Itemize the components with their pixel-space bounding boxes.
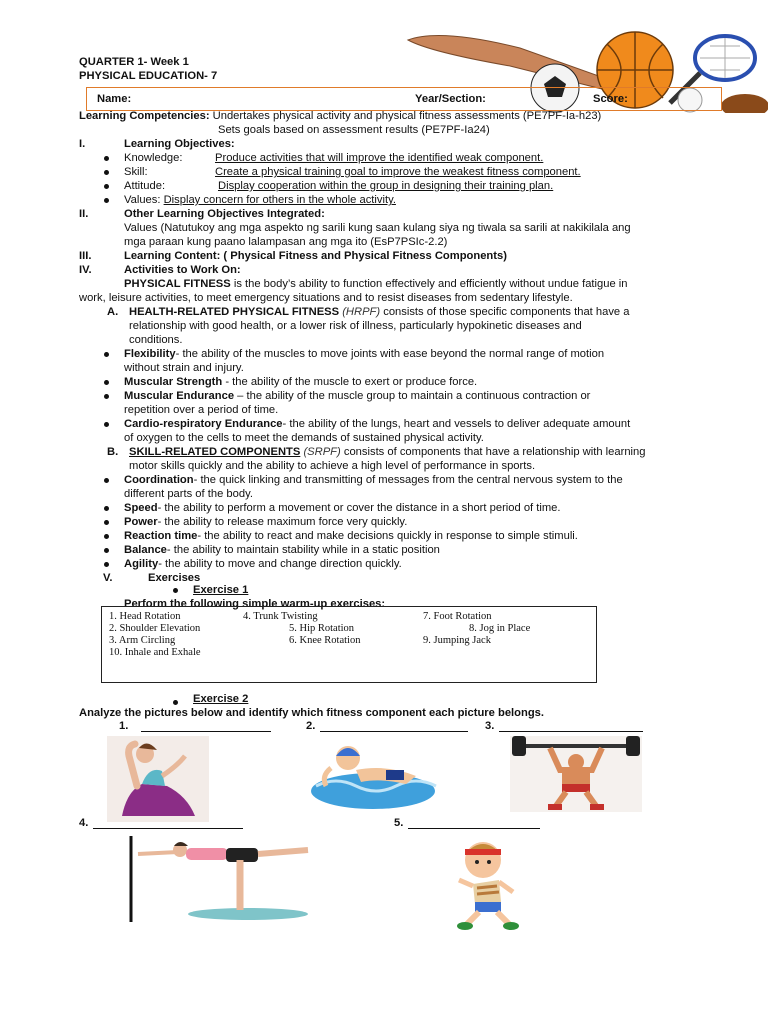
objective-label: Skill: — [124, 166, 148, 178]
objective-text: Display cooperation within the group in designing their training plan. — [218, 180, 554, 192]
exercise1-instruction: Perform the following simple warm-up exercises: — [124, 598, 386, 610]
name-box — [86, 87, 722, 111]
section-II-num: II. — [79, 208, 89, 220]
srpf-item: Speed- the ability to perform a movement or cover the distance in a short period of time. — [124, 502, 561, 514]
hrpf-item: Muscular Endurance – the ability of the muscle group to maintain a continuous contraction or — [124, 390, 591, 402]
section-label: Year/Section: — [415, 93, 486, 105]
competencies-line1: Learning Competencies: Undertakes physical activity and physical fitness assessments (PE7PF-Ia-h23) — [79, 110, 602, 122]
section-III-num: III. — [79, 250, 92, 262]
section-III-title: Learning Content: ( Physical Fitness and Physical Fitness Components) — [124, 250, 507, 262]
exercise1-title: Exercise 1 — [193, 584, 249, 596]
warmup-item: 7. Foot Rotation — [423, 611, 492, 622]
exercise2-title: Exercise 2 — [193, 693, 249, 705]
yoga-stretch-icon — [107, 736, 209, 822]
warmup-item: 4. Trunk Twisting — [243, 611, 318, 622]
section-I-num: I. — [79, 138, 86, 150]
section-V-num: V. — [103, 572, 113, 584]
srpf-item: Agility- the ability to move and change direction quickly. — [124, 558, 402, 570]
quarter-heading: QUARTER 1- Week 1 — [79, 56, 189, 68]
warmup-item: 1. Head Rotation — [109, 611, 181, 622]
objective-label: Attitude: — [124, 180, 166, 192]
hrpf-item-cont: without strain and injury. — [124, 362, 244, 374]
weightlifter-icon — [510, 736, 642, 812]
warmup-item: 2. Shoulder Elevation — [109, 623, 201, 634]
score-label: Score: — [593, 93, 628, 105]
section-II-title: Other Learning Objectives Integrated: — [124, 208, 325, 220]
section-IV-title: Activities to Work On: — [124, 264, 241, 276]
exercise2-instruction: Analyze the pictures below and identify which fitness component each picture belongs. — [79, 707, 544, 719]
srpf-item: Reaction time- the ability to react and make decisions quickly in response to simple stimuli. — [124, 530, 578, 542]
physical-fitness-line2: work, leisure activities, to meet emergency situations and to resist diseases from sedentary lifestyle. — [79, 292, 573, 304]
hrpf-line3: conditions. — [129, 334, 183, 346]
physical-fitness-line1: PHYSICAL FITNESS is the body’s ability to function effectively and efficiently without undue fatigue in — [124, 278, 628, 290]
hrpf-item-cont: of oxygen to the cells to meet the demands of sustained physical activity. — [124, 432, 484, 444]
srpf-item-cont: different parts of the body. — [124, 488, 253, 500]
answer-blank-1[interactable] — [141, 731, 271, 732]
srpf-item: Balance- the ability to maintain stability while in a static position — [124, 544, 440, 556]
objective-values: Values: Display concern for others in the whole activity. — [124, 194, 396, 206]
answer-blank-5[interactable] — [408, 828, 540, 829]
hrpf-item: Cardio-respiratory Endurance- the ability of the lungs, heart and vessels to deliver adequate amount — [124, 418, 631, 430]
section-IV-num: IV. — [79, 264, 92, 276]
answer-number: 4. — [79, 817, 89, 829]
answer-blank-4[interactable] — [93, 828, 243, 829]
competencies-line2: Sets goals based on assessment results (PE7PF-Ia24) — [218, 124, 490, 136]
running-boy-icon — [445, 836, 535, 936]
balance-pose-icon — [128, 836, 318, 922]
subject-heading: PHYSICAL EDUCATION- 7 — [79, 70, 218, 82]
warmup-item: 9. Jumping Jack — [423, 635, 491, 646]
section-I-title: Learning Objectives: — [124, 138, 235, 150]
srpf-letter: B. — [107, 446, 119, 458]
srpf-line1: SKILL-RELATED COMPONENTS (SRPF) consists of components that have a relationship with learning — [129, 446, 646, 458]
warmup-item: 10. Inhale and Exhale — [109, 647, 201, 658]
warmup-item: 6. Knee Rotation — [289, 635, 361, 646]
warmup-item: 8. Jog in Place — [469, 623, 531, 634]
warmup-item: 3. Arm Circling — [109, 635, 176, 646]
swimmer-icon — [306, 736, 441, 812]
name-label: Name: — [97, 93, 132, 105]
values-line1: Values (Natutukoy ang mga aspekto ng sarili kung saan kulang siya ng tiwala sa sarili at nakikilala ang — [124, 222, 631, 234]
answer-blank-3[interactable] — [499, 731, 643, 732]
warmup-box — [101, 606, 597, 683]
hrpf-line2: relationship with good health, or a lower risk of illness, particularly hypokinetic diseases and — [129, 320, 582, 332]
srpf-item: Power- the ability to release maximum force very quickly. — [124, 516, 408, 528]
srpf-item: Coordination- the quick linking and transmitting of messages from the central nervous system to the — [124, 474, 623, 486]
answer-blank-2[interactable] — [320, 731, 468, 732]
objective-label: Knowledge: — [124, 152, 183, 164]
answer-number: 2. — [306, 720, 316, 732]
answer-number: 1. — [119, 720, 129, 732]
hrpf-item-cont: repetition over a period of time. — [124, 404, 279, 416]
srpf-line2: motor skills quickly and the ability to achieve a high level of performance in sports. — [129, 460, 536, 472]
hrpf-item: Flexibility- the ability of the muscles to move joints with ease beyond the normal range of motion — [124, 348, 605, 360]
answer-number: 3. — [485, 720, 495, 732]
section-V-title: Exercises — [148, 572, 201, 584]
hrpf-item: Muscular Strength - the ability of the muscle to exert or produce force. — [124, 376, 478, 388]
answer-number: 5. — [394, 817, 404, 829]
hrpf-line1: HEALTH-RELATED PHYSICAL FITNESS (HRPF) consists of those specific components that have a — [129, 306, 630, 318]
objective-text: Create a physical training goal to improve the weakest fitness component. — [215, 166, 581, 178]
hrpf-letter: A. — [107, 306, 119, 318]
values-line2: mga paraan kung paano lalampasan ang mga ito (EsP7PSIc-2.2) — [124, 236, 448, 248]
objective-text: Produce activities that will improve the identified weak component. — [215, 152, 544, 164]
warmup-item: 5. Hip Rotation — [289, 623, 355, 634]
